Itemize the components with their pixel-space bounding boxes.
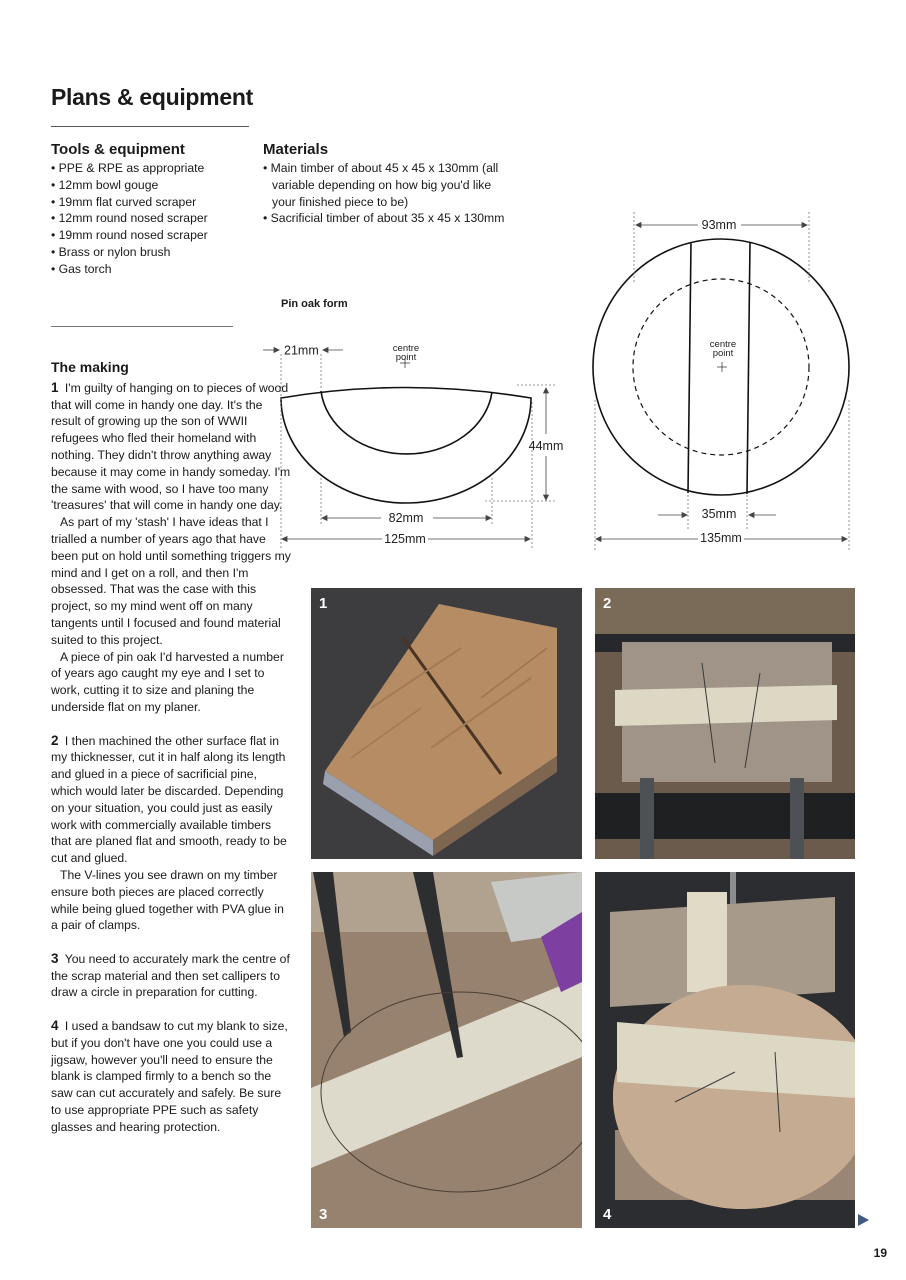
page-title: Plans & equipment xyxy=(51,84,253,110)
bowl-inner-profile xyxy=(321,391,492,454)
step-photo-1 xyxy=(311,588,582,859)
page-number: 19 xyxy=(873,1246,887,1260)
photo-number: 4 xyxy=(603,1206,612,1223)
tools-item: • Brass or nylon brush xyxy=(51,244,208,261)
step-number: 3 xyxy=(51,950,59,966)
materials-item: • Sacrificial timber of about 35 x 45 x 130mm xyxy=(263,210,508,227)
photo-number: 3 xyxy=(319,1206,328,1223)
dim-top-label: 93mm xyxy=(701,218,737,232)
bowl-outer-profile xyxy=(281,388,531,504)
tools-item: • PPE & RPE as appropriate xyxy=(51,160,208,177)
materials-heading: Materials xyxy=(263,141,329,158)
next-page-arrow-icon xyxy=(858,1214,869,1226)
tools-item: • 12mm round nosed scraper xyxy=(51,210,208,227)
making-paragraph: The V-lines you see drawn on my timber ensure both pieces are placed correctly while being glued together with PVA glue in a pair of clamps. xyxy=(51,867,284,933)
step-number: 4 xyxy=(51,1018,59,1034)
top-view-diagram xyxy=(590,210,858,555)
step-text: I'm guilty of hanging on to pieces of wood that will come in handy one day. It's the result of growing up the son of WWII refugees who fled their homeland with nothing. They didn't throw anything away because it may come in handy someday. I'm the same with wood, so I have too many 'treasures' that will come in handy one day. xyxy=(51,380,291,513)
making-paragraph: A piece of pin oak I'd harvested a number of years ago caught my eye and I set to work, cutting it to size and planing the underside flat on my planer. xyxy=(51,649,284,714)
making-paragraph xyxy=(51,951,291,1001)
making-section xyxy=(51,359,291,1136)
strip-line-left xyxy=(688,242,691,493)
centre-label: point xyxy=(712,348,734,359)
title-divider xyxy=(51,126,249,127)
marking-centre-image xyxy=(311,872,582,1228)
making-paragraph xyxy=(51,380,291,514)
strip-line-right xyxy=(747,242,750,494)
step-photo-3 xyxy=(311,872,582,1228)
step-photo-2 xyxy=(595,588,855,859)
tools-section xyxy=(51,141,208,278)
tools-divider xyxy=(51,326,233,327)
making-paragraph: As part of my 'stash' I have ideas that I trialled a number of years ago that have been put on hold until something triggers my mind and I get on a roll, and then I'm obsessed. That was the case with this project, so my mind went off on many tangents until I focused and found material suited to this project. xyxy=(51,515,291,647)
step-photo-4 xyxy=(595,872,855,1228)
tools-heading: Tools & equipment xyxy=(51,141,185,158)
centre-label: centre xyxy=(392,343,420,354)
materials-section xyxy=(263,141,508,227)
dim-outer-label: 125mm xyxy=(384,532,426,546)
tools-item: • 19mm round nosed scraper xyxy=(51,227,208,244)
materials-item: • Main timber of about 45 x 45 x 130mm (all variable depending on how big you'd like your finished piece to be) xyxy=(263,160,508,210)
materials-list xyxy=(263,160,508,227)
centre-label: point xyxy=(395,352,417,363)
step-number: 2 xyxy=(51,732,59,748)
dim-strip-label: 35mm xyxy=(701,507,737,521)
photo-number: 2 xyxy=(603,595,612,612)
glued-blank-image xyxy=(595,588,855,859)
dim-rim-label: 21mm xyxy=(284,343,319,358)
tools-item: • Gas torch xyxy=(51,261,208,278)
tools-item: • 12mm bowl gouge xyxy=(51,177,208,194)
making-paragraph xyxy=(51,1018,291,1136)
photo-number: 1 xyxy=(319,595,328,612)
dim-inner-label: 82mm xyxy=(388,511,424,525)
making-paragraph xyxy=(51,733,291,867)
dim-height-label: 44mm xyxy=(528,439,564,453)
step-text: You need to accurately mark the centre of the scrap material and then set callipers to draw a circle in preparation for cutting. xyxy=(51,951,290,1000)
step-number: 1 xyxy=(51,379,59,395)
oak-block-image xyxy=(311,588,582,859)
diagram-caption: Pin oak form xyxy=(281,298,348,310)
centre-label: centre xyxy=(709,339,737,350)
step-text: I then machined the other surface flat in my thicknesser, cut it in half along its length and glued in a piece of sacrificial pine, which would later be discarded. Depending on your situation, you could just as easily work with commercially available timbers that are planed flat and smooth, ready to be cut and glued. xyxy=(51,733,287,866)
round-blank-image xyxy=(595,872,855,1228)
tools-list xyxy=(51,160,208,278)
making-heading: The making xyxy=(51,359,129,375)
side-profile-diagram xyxy=(255,330,575,555)
dim-diameter-label: 135mm xyxy=(700,531,742,545)
tools-item: • 19mm flat curved scraper xyxy=(51,194,208,211)
step-text: I used a bandsaw to cut my blank to size, but if you don't have one you could use a jigsaw, however you'll need to ensure the blank is clamped firmly to a bench so the saw can cut accurately and safely. Be sure to use appropriate PPE such as safety glasses and hearing protection. xyxy=(51,1019,288,1134)
